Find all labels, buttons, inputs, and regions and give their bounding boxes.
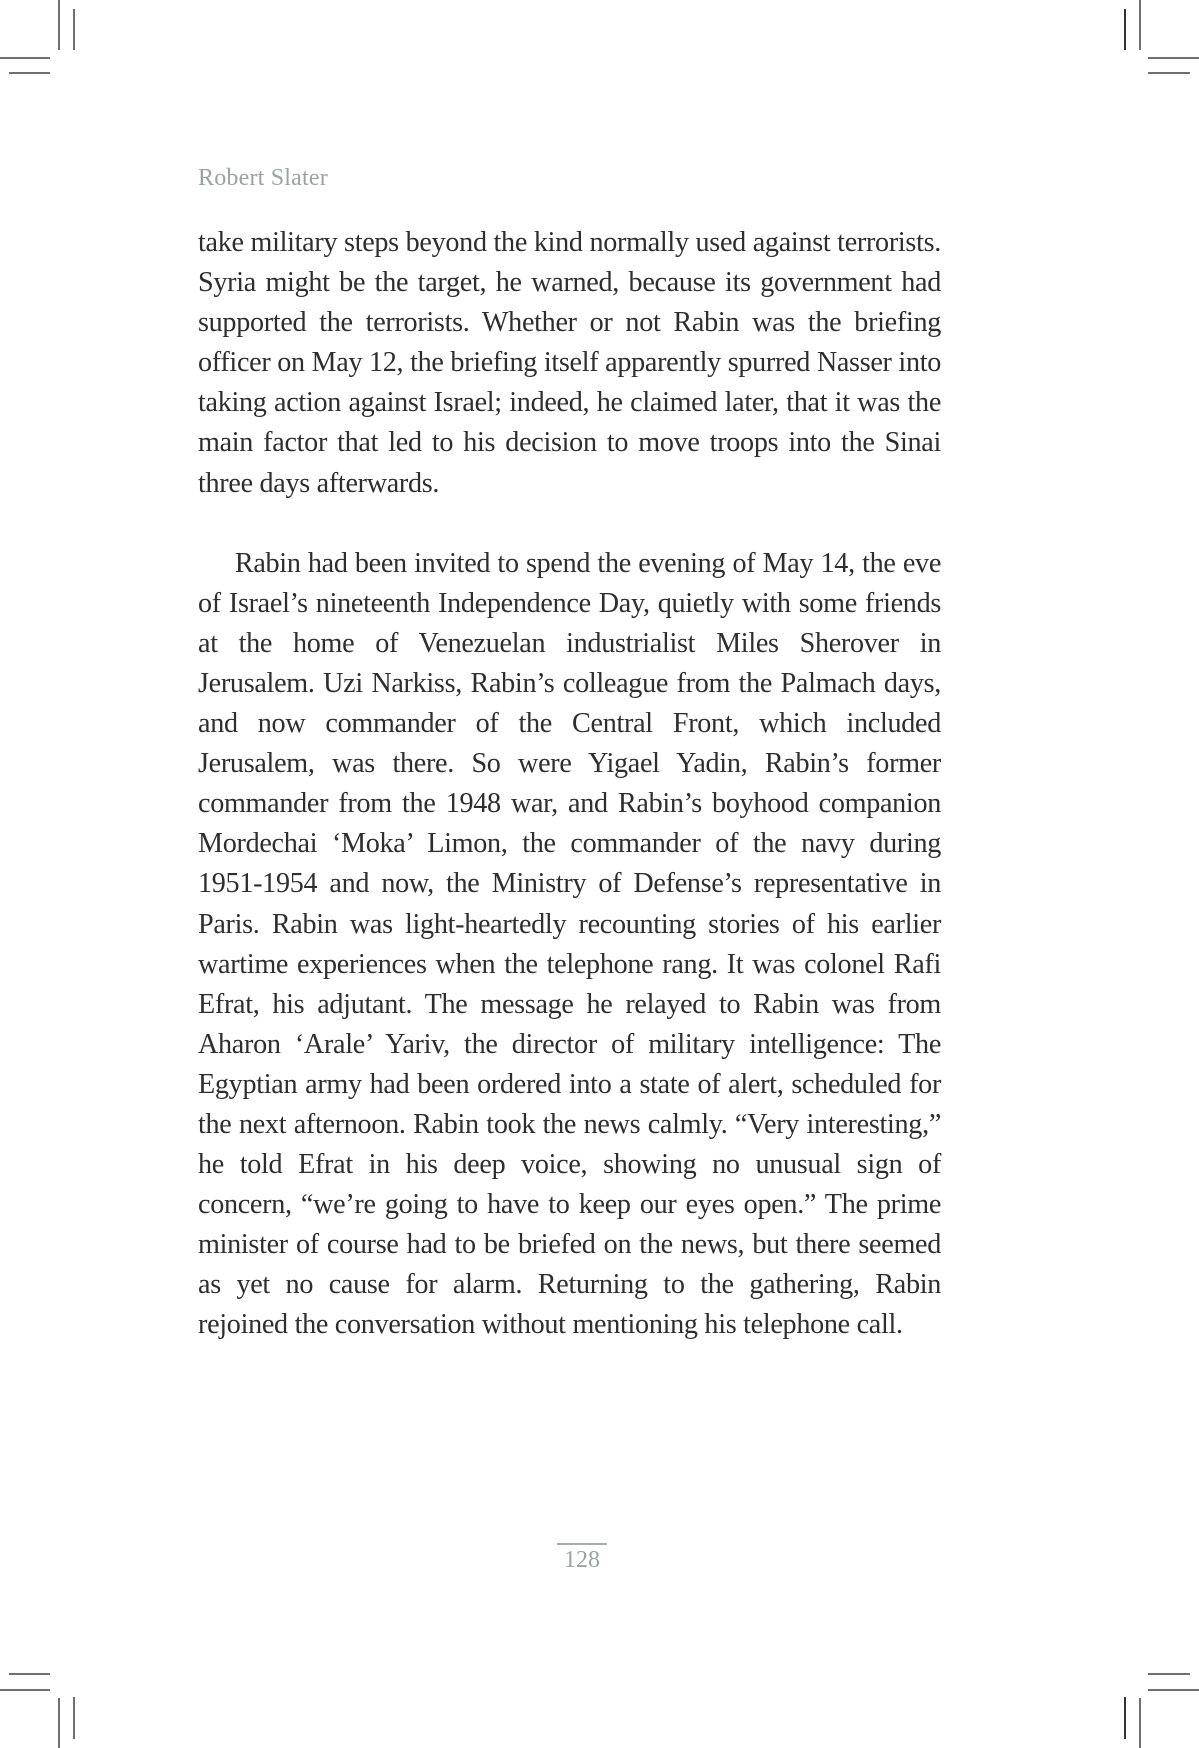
crop-mark-bottom-right-horizontal-inner xyxy=(1148,1673,1190,1675)
crop-mark-top-left-horizontal-outer xyxy=(0,57,50,59)
paragraph-2: Rabin had been invited to spend the evening of May 14, the eve of Israel’s nineteenth Independence Day, quietly with some friends at the home of Venezuelan industrialist Miles Sherover in Jerusalem. Uzi Narkiss, Rabin’s colleague from the Palmach days, and now commander of the Central Front, which included Jerusalem, was there. So were Yigael Yadin, Rabin’s former commander from the 1948 war, and Rabin’s boyhood companion Mordechai ‘Moka’ Limon, the commander of the navy during 1951-1954 and now, the Ministry of Defense’s representative in Paris. Rabin was light-heartedly recounting stories of his earlier wartime experiences when the telephone rang. It was colonel Rafi Efrat, his adjutant. The message he relayed to Rabin was from Aharon ‘Arale’ Yariv, the director of military intelligence: The Egyptian army had been ordered into a state of alert, scheduled for the next afternoon. Rabin took the news calmly. “Very interesting,” he told Efrat in his deep voice, showing no unusual sign of concern, “we’re going to have to keep our eyes open.” The prime minister of course had to be briefed on the news, but there seemed as yet no cause for alarm. Returning to the gathering, Rabin rejoined the conversation without mentioning his telephone call. xyxy=(198,546,942,1341)
crop-mark-bottom-left-vertical-inner xyxy=(73,1697,75,1739)
crop-mark-bottom-left-vertical-outer xyxy=(58,1698,60,1748)
page-number: 128 xyxy=(557,1543,607,1574)
body-text xyxy=(198,222,941,1345)
crop-mark-bottom-right-vertical-outer xyxy=(1139,1698,1141,1748)
crop-mark-top-left-horizontal-inner xyxy=(9,72,50,74)
crop-mark-top-left-vertical-outer xyxy=(58,0,60,50)
crop-mark-top-right-horizontal-outer xyxy=(1148,57,1199,59)
crop-mark-top-right-vertical-inner xyxy=(1124,9,1126,50)
crop-mark-bottom-right-horizontal-outer xyxy=(1148,1689,1199,1691)
crop-mark-top-right-vertical-outer xyxy=(1139,0,1141,50)
crop-mark-bottom-left-horizontal-outer xyxy=(0,1689,50,1691)
crop-mark-top-right-horizontal-inner xyxy=(1148,72,1190,74)
paragraph-1: take military steps beyond the kind normally used against terrorists. Syria might be the target, he warned, because its government had supported the terrorists. Whether or not Rabin was the briefing officer on May 12, the briefing itself apparently spurred Nasser into taking action against Israel; indeed, he claimed later, that it was the main factor that led to his decision to move troops into the Sinai three days afterwards. xyxy=(198,226,942,499)
running-head-author: Robert Slater xyxy=(198,165,328,191)
crop-mark-bottom-right-vertical-inner xyxy=(1124,1697,1126,1739)
crop-mark-bottom-left-horizontal-inner xyxy=(9,1673,50,1675)
crop-mark-top-left-vertical-inner xyxy=(73,9,75,50)
